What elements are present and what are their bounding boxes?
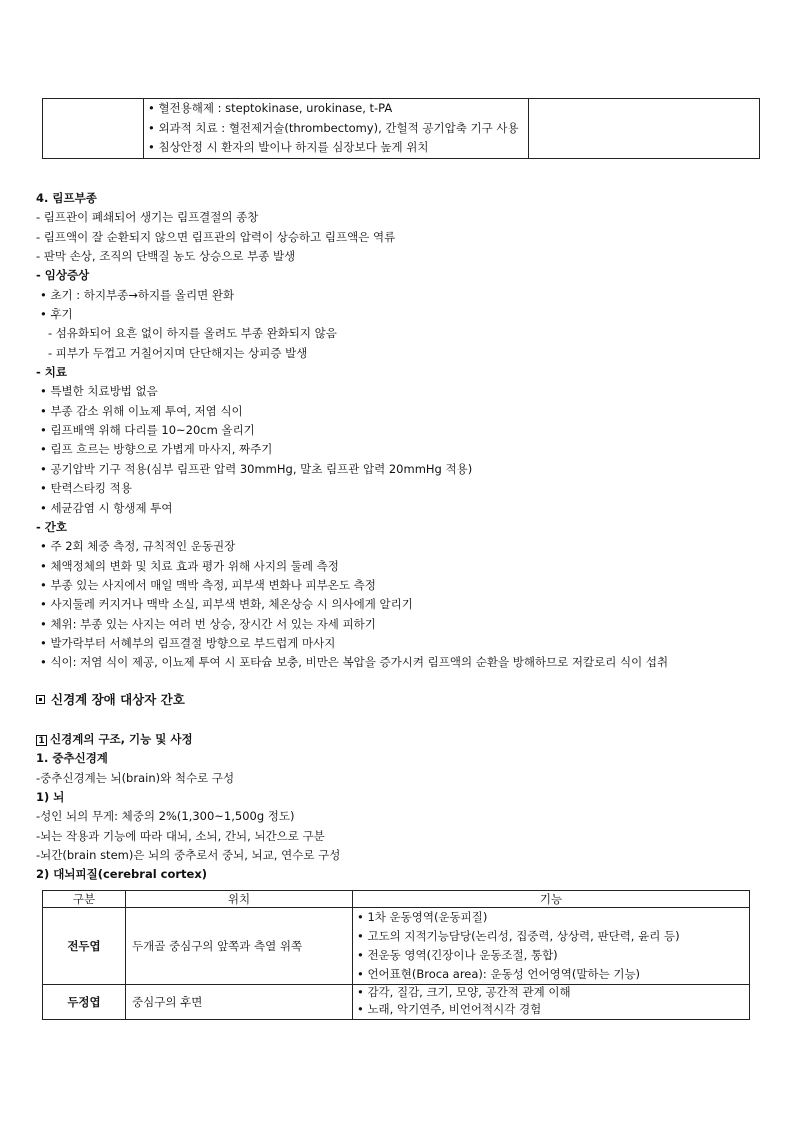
section-subheading: 2) 대뇌피질(cerebral cortex)	[36, 867, 208, 882]
text-line: - 림프관이 폐쇄되어 생기는 림프결절의 종창	[36, 210, 259, 225]
section-subheading: - 간호	[36, 519, 67, 534]
text-line: • 부종 감소 위해 이뇨제 투여, 저염 식이	[40, 403, 243, 418]
section-subheading: 1) 뇌	[36, 790, 65, 805]
text-line: • 림프 흐르는 방향으로 가볍게 마사지, 짜주기	[40, 442, 273, 457]
text-line: - 피부가 두껍고 거칠어지며 단단해지는 상피증 발생	[48, 345, 308, 360]
text-line: • 체액정체의 변화 및 치료 효과 평가 위해 사지의 둘레 측정	[40, 558, 339, 573]
text-line: • 림프배액 위해 다리를 10~20cm 올리기	[40, 423, 255, 438]
section-subheading: - 치료	[36, 365, 67, 380]
neuro-section	[36, 730, 756, 885]
lobe-location: 중심구의 후면	[126, 985, 353, 1020]
column-header: 위치	[126, 891, 353, 908]
treatment-cell	[144, 99, 529, 159]
text-line: • 초기 : 하지부종→하지를 올리면 완화	[40, 287, 235, 302]
text-line: -뇌간(brain stem)은 뇌의 중추로서 중뇌, 뇌교, 연수로 구성	[36, 848, 341, 863]
text-line: - 판막 손상, 조직의 단백질 농도 상승으로 부종 발생	[36, 249, 296, 264]
column-header: 기능	[353, 891, 750, 908]
section-subheading: 1. 중추신경계	[36, 751, 108, 766]
text-line: -중추신경계는 뇌(brain)와 척수로 구성	[36, 770, 235, 785]
text-line: • 사지둘레 커지거나 맥박 소실, 피부색 변화, 체온상승 시 의사에게 알리기	[40, 597, 413, 612]
cerebral-cortex-table	[42, 890, 750, 1020]
text-line: • 주 2회 체중 측정, 규칙적인 운동권장	[40, 539, 236, 554]
text-line: -뇌는 작용과 기능에 따라 대뇌, 소뇌, 간뇌, 뇌간으로 구분	[36, 828, 325, 843]
table-empty-cell	[43, 99, 144, 159]
text-line: • 공기압박 기구 적용(심부 림프관 압력 30mmHg, 말초 림프관 압력 20mmHg 적용)	[40, 461, 473, 476]
treatment-line: • 침상안정 시 환자의 발이나 하지를 심장보다 높게 위치	[148, 140, 429, 154]
function-item: • 고도의 지적기능담당(논리성, 집중력, 상상력, 판단력, 윤리 등)	[357, 929, 680, 943]
text-line: • 식이: 저염 식이 제공, 이뇨제 투여 시 포타슘 보충, 비만은 복압을 증가시켜 림프액의 순환을 방해하므로 저칼로리 식이 섭취	[40, 655, 669, 670]
section-heading	[36, 690, 185, 708]
treatment-line: • 외과적 치료 : 혈전제거술(thrombectomy), 간헐적 공기압축 기구 사용	[148, 120, 519, 135]
lobe-name: 전두엽	[43, 908, 126, 985]
lobe-functions	[353, 908, 750, 985]
text-line: • 부종 있는 사지에서 매일 맥박 측정, 피부색 변화나 피부온도 측정	[40, 577, 376, 592]
table-header-row	[43, 891, 750, 908]
function-item: • 전운동 영역(긴장이나 운동조절, 통합)	[357, 948, 558, 962]
text-line: -성인 뇌의 무게: 체중의 2%(1,300~1,500g 정도)	[36, 809, 295, 824]
text-line: - 섬유화되어 요흔 없이 하지를 올려도 부종 완화되지 않음	[48, 326, 337, 341]
lobe-name: 두정엽	[43, 985, 126, 1020]
text-line: • 특별한 치료방법 없음	[40, 384, 158, 399]
lobe-location: 두개골 중심구의 앞쪽과 측열 위쪽	[126, 908, 353, 985]
square-bullet-icon	[36, 695, 45, 704]
text-line: • 체위: 부종 있는 사지는 여러 번 상승, 장시간 서 있는 자세 피하기	[40, 616, 376, 631]
subsection-heading	[36, 730, 756, 749]
treatment-line: • 혈전용해제 : steptokinase, urokinase, t-PA	[148, 101, 393, 115]
continued-treatment-table	[42, 98, 760, 159]
section-subheading: 4. 림프부종	[36, 191, 97, 205]
function-item: • 1차 운동영역(운동피질)	[357, 910, 488, 924]
section-subheading: - 임상증상	[36, 268, 90, 283]
text-line: - 림프액이 잘 순환되지 않으면 림프관의 압력이 상승하고 림프액은 역류	[36, 229, 396, 244]
function-item: • 언어표현(Broca area): 운동성 언어영역(말하는 기능)	[357, 967, 641, 981]
column-header: 구분	[43, 891, 126, 908]
table-row	[43, 985, 750, 1020]
text-line: • 세균감염 시 항생제 투여	[40, 500, 173, 515]
text-line: • 탄력스타킹 적용	[40, 481, 132, 496]
section-title: 신경계 장애 대상자 간호	[51, 692, 185, 707]
table-row	[43, 908, 750, 985]
function-item: • 감각, 질감, 크기, 모양, 공간적 관계 이해	[357, 985, 571, 999]
text-line: • 발가락부터 서혜부의 림프결절 방향으로 부드럽게 마사지	[40, 635, 336, 650]
subsection-title: 신경계의 구조, 기능 및 사정	[50, 732, 193, 746]
function-item: • 노래, 악기연주, 비언어적시각 경험	[357, 1002, 542, 1016]
lobe-functions	[353, 985, 750, 1020]
lymphedema-section	[36, 189, 756, 673]
table-empty-cell	[529, 99, 760, 159]
text-line: • 후기	[40, 307, 73, 322]
boxed-number: 1	[36, 735, 47, 746]
